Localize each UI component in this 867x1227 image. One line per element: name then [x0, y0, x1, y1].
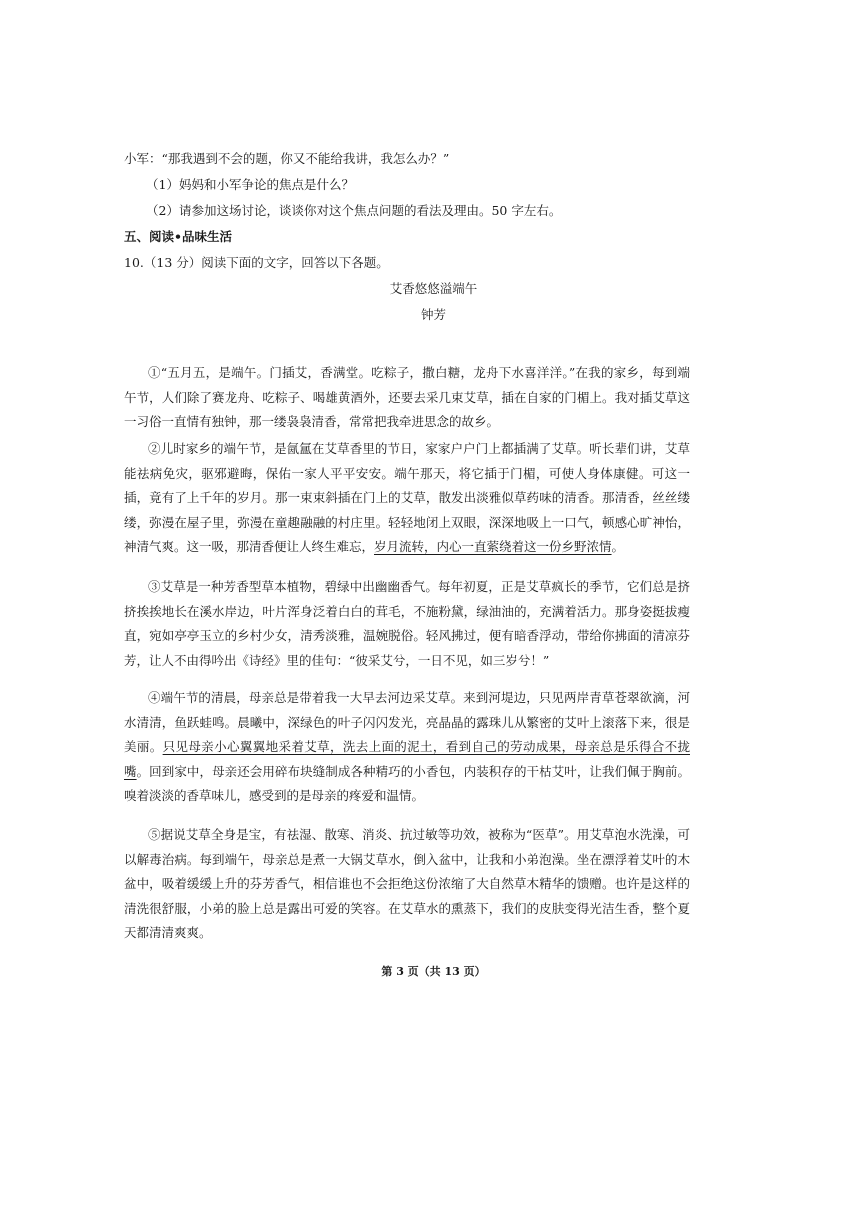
paragraph-4-text: ④端午节的清晨，母亲总是带着我一大早去河边采艾草。来到河堤边，只见两岸青草苍翠欲滴，河水清清，鱼跃蛙鸣。晨曦中，深绿色的叶子闪闪发光，亮晶晶的露珠儿从繁密的艾叶上滚落下来，很是美丽。: [124, 690, 690, 755]
section-heading: 五、阅读•品味生活: [124, 229, 232, 244]
question-1: （1）妈妈和小军争论的焦点是什么？: [146, 177, 354, 192]
paragraph-3: ③艾草是一种芳香型草本植物，碧绿中出幽幽香气。每年初夏，正是艾草疯长的季节，它们总是挤挤挨挨地长在溪水岸边，叶片浑身泛着白白的茸毛，不施粉黛，绿油油的，充满着活力。那身姿挺拔瘦直，宛如亭亭玉立的乡村少女，清秀淡雅，温婉脱俗。轻风拂过，便有暗香浮动，带给你拂面的清凉芬芳，让人不由得吟出《诗经》里的佳句：“彼采艾兮，一日不见，如三岁兮！”: [124, 579, 690, 668]
question-10: 10.（13 分）阅读下面的文字，回答以下各题。: [124, 255, 389, 270]
dialogue-xiaojun-line: 小军：“那我遇到不会的题，你又不能给我讲，我怎么办？”: [124, 151, 450, 166]
page-footer: 第 3 页（共 13 页）: [381, 965, 486, 978]
paragraph-1: ①“五月五，是端午。门插艾，香满堂。吃粽子，撒白糖，龙舟下水喜洋洋。”在我的家乡，每到端午节，人们除了赛龙舟、吃粽子、喝雄黄酒外，还要去采几束艾草，插在自家的门楣上。我对插艾草这一习俗一直情有独钟，那一缕袅袅清香，常常把我牵进思念的故乡。: [124, 365, 690, 430]
paragraph-4-underlined: 只见母亲小心翼翼地采着艾草，洗去上面的泥土，看到自己的劳动成果，母亲总是乐得合不拢嘴: [124, 739, 690, 779]
paragraph-2-text: ②儿时家乡的端午节，是氤氲在艾草香里的节日，家家户户门上都插满了艾草。听长辈们讲，艾草能祛病免灾，驱邪避晦，保佑一家人平平安安。端午那天，将它插于门楣，可使人身体康健。可这一插，竟有了上千年的岁月。那一束束斜插在门上的艾草，散发出淡雅似草药味的清香。那清香，丝丝缕缕，弥漫在屋子里，弥漫在童趣融融的村庄里。轻轻地闭上双眼，深深地吸上一口气，顿感心旷神怡，神清气爽。这一吸，那清香便让人终生难忘，: [124, 441, 690, 555]
article-title: 艾香悠悠溢端午: [389, 281, 478, 296]
question-2: （2）请参加这场讨论，谈谈你对这个焦点问题的看法及理由。50 字左右。: [146, 203, 562, 218]
paragraph-2-underlined: 岁月流转，内心一直萦绕着这一份乡野浓情: [374, 539, 612, 555]
paragraph-5: ⑤据说艾草全身是宝，有祛湿、散寒、消炎、抗过敏等功效，被称为“医草”。用艾草泡水洗澡，可以解毒治病。每到端午，母亲总是煮一大锅艾草水，倒入盆中，让我和小弟泡澡。坐在漂浮着艾叶的木盆中，吸着缓缓上升的芬芳香气，相信谁也不会拒绝这份浓缩了大自然草木精华的馈赠。也许是这样的清洗很舒服，小弟的脸上总是露出可爱的笑容。在艾草水的熏蒸下，我们的皮肤变得光洁生香，整个夏天都清清爽爽。: [124, 827, 690, 941]
paragraph-4: [124, 686, 690, 809]
paragraph-4-tail: 。回到家中，母亲还会用碎布块缝制成各种精巧的小香包，内装积存的干枯艾叶，让我们佩于胸前。嗅着淡淡的香草味儿，感受到的是母亲的疼爱和温情。: [124, 763, 690, 804]
article-author: 钟芳: [420, 307, 446, 322]
paragraph-2: [124, 437, 690, 560]
paragraph-2-end: 。: [611, 539, 625, 555]
